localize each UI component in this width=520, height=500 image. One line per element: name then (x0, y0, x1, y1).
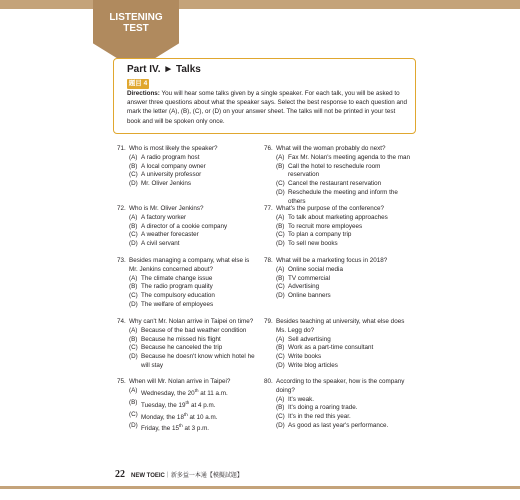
question-72 (117, 205, 259, 249)
option-c: (C) A weather forecaster (129, 231, 199, 239)
option-a: (A) A radio program host (129, 153, 200, 161)
question-number: 74. (117, 318, 126, 325)
option-a: (A) Because of the bad weather condition (129, 326, 247, 334)
section-ribbon-label (93, 12, 179, 34)
question-number: 78. (264, 257, 273, 264)
option-d: (D) The welfare of employees (129, 300, 214, 308)
option-b: (B) Work as a part-time consultant (276, 344, 374, 352)
question-stem: Why can't Mr. Nolan arrive in Taipei on time? (129, 318, 254, 325)
top-color-band (0, 0, 520, 9)
part-title: Part IV. ► Talks (127, 64, 201, 75)
footer-series: ｜新多益一本通【模擬試題】 (164, 473, 243, 479)
question-76 (264, 145, 412, 207)
option-a: (A) Fax Mr. Nolan's meeting agenda to the man (276, 153, 410, 161)
question-number: 73. (117, 257, 126, 264)
option-d: (D) As good as last year's performance. (276, 421, 389, 429)
question-number: 80. (264, 378, 273, 385)
question-stem: When will Mr. Nolan arrive in Taipei? (129, 378, 231, 385)
option-d: (D) A civil servant (129, 240, 180, 248)
question-stem: Besides managing a company, what else is Mr. Jenkins concerned about? (129, 257, 250, 273)
option-c: (C) Write books (276, 353, 322, 361)
page-footer (115, 469, 243, 480)
option-a: (A) It's weak. (276, 395, 315, 403)
option-b: (B) Because he missed his flight (129, 335, 221, 343)
option-c: (C) A university professor (129, 171, 202, 179)
question-78 (264, 257, 412, 301)
option-d: (D) Online banners (276, 292, 331, 300)
option-c: (C) Monday, the 18th at 10 a.m. (129, 410, 218, 421)
option-d: (D) Write blog articles (276, 361, 338, 369)
question-74 (117, 318, 259, 371)
option-b: (B) It's doing a roaring trade. (276, 404, 358, 412)
question-number: 71. (117, 145, 126, 152)
option-b: (B) Tuesday, the 19th at 4 p.m. (129, 398, 216, 409)
option-c: (C) To plan a company trip (276, 231, 352, 239)
question-75 (117, 378, 259, 434)
question-stem: Besides teaching at university, what else does Ms. Legg do? (276, 318, 405, 334)
option-b: (B) TV commercial (276, 274, 330, 282)
question-stem: Who is most likely the speaker? (129, 145, 218, 152)
option-d: (D) To sell new books (276, 240, 338, 248)
directions-paragraph (127, 89, 410, 126)
question-number: 79. (264, 318, 273, 325)
option-a: (A) Sell advertising (276, 335, 331, 343)
question-stem: According to the speaker, how is the company doing? (276, 378, 405, 394)
question-stem: What will be a marketing focus in 2018? (276, 257, 388, 264)
directions-label: Directions: (127, 90, 160, 97)
option-a: (A) To talk about marketing approaches (276, 213, 388, 221)
question-number: 72. (117, 205, 126, 212)
option-a: (A) The climate change issue (129, 274, 213, 282)
option-b: (B) The radio program quality (129, 283, 213, 291)
question-77 (264, 205, 412, 249)
question-80 (264, 378, 412, 431)
question-stem: What's the purpose of the conference? (276, 205, 384, 212)
option-d: (D) Reschedule the meeting and inform the others (276, 188, 398, 205)
question-stem: Who is Mr. Oliver Jenkins? (129, 205, 204, 212)
ribbon-line-2: TEST (123, 23, 149, 34)
option-d: (D) Friday, the 15th at 3 p.m. (129, 422, 210, 433)
ribbon-line-1: LISTENING (109, 12, 163, 23)
footer-brand: NEW TOEIC (131, 473, 165, 479)
directions-text: You will hear some talks given by a single speaker. For each talk, you will be asked to answer three questions about what the speaker says. Select the best response to each question and mark the letter (A), (B), (C), or (D) on your answer sheet. The talks will not be printed in your test book and will be spoken only once. (127, 90, 408, 125)
question-number: 76. (264, 145, 273, 152)
option-b: (B) A director of a cookie company (129, 222, 228, 230)
question-stem: What will the woman probably do next? (276, 145, 386, 152)
page-number: 22 (115, 469, 125, 480)
option-c: (C) It's in the red this year. (276, 413, 351, 421)
question-number: 77. (264, 205, 273, 212)
option-c: (C) Advertising (276, 283, 320, 291)
question-71 (117, 145, 259, 189)
option-a: (A) Online social media (276, 265, 343, 273)
question-73 (117, 257, 259, 310)
question-79 (264, 318, 412, 371)
option-c: (C) Because he canceled the trip (129, 344, 223, 352)
option-a: (A) A factory worker (129, 213, 187, 221)
question-badge: 題目 4 (128, 80, 148, 87)
option-c: (C) Cancel the restaurant reservation (276, 180, 382, 188)
option-c: (C) The compulsory education (129, 292, 215, 300)
option-b: (B) A local company owner (129, 162, 206, 170)
option-b: (B) To recruit more employees (276, 222, 363, 230)
question-number: 75. (117, 378, 126, 385)
option-d: (D) Mr. Oliver Jenkins (129, 180, 192, 188)
option-b: (B) Call the hotel to reschedule room reservation (276, 162, 381, 179)
option-a: (A) Wednesday, the 20th at 11 a.m. (129, 386, 228, 397)
option-d: (D) Because he doesn't know which hotel he will stay (129, 353, 255, 369)
bottom-color-band (0, 486, 520, 489)
